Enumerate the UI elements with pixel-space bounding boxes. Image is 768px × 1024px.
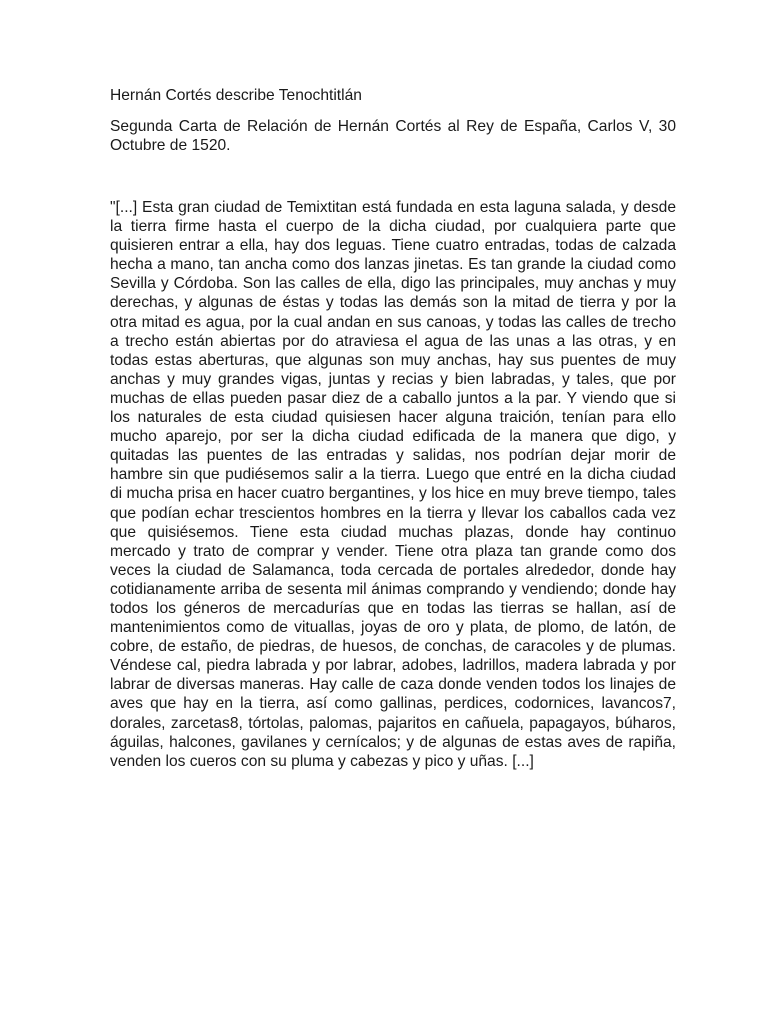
document-subtitle: Segunda Carta de Relación de Hernán Cortés al Rey de España, Carlos V, 30 Octubre de 1520. (110, 118, 676, 155)
document-body-paragraph: "[...] Esta gran ciudad de Temixtitan está fundada en esta laguna salada, y desde la tierra firme hasta el cuerpo de la dicha ciudad, por cualquiera parte que quisieren entrar a ella, hay dos leguas. Tiene cuatro entradas, todas de calzada hecha a mano, tan ancha como dos lanzas jinetas. Es tan grande la ciudad como Sevilla y Córdoba. Son las calles de ella, digo las principales, muy anchas y muy derechas, y algunas de éstas y todas las demás son la mitad de tierra y por la otra mitad es agua, por la cual andan en sus canoas, y todas las calles de trecho a trecho están abiertas por do atraviesa el agua de las unas a las otras, y en todas estas aberturas, que algunas son muy anchas, hay sus puentes de muy anchas y muy grandes vigas, juntas y recias y bien labradas, y tales, que por muchas de ellas pueden pasar diez de a caballo juntos a la par. Y viendo que si los naturales de esta ciudad quisiesen hacer alguna traición, tenían para ello mucho aparejo, por ser la dicha ciudad edificada de la manera que digo, y quitadas las puentes de las entradas y salidas, nos podrían dejar morir de hambre sin que pudiésemos salir a la tierra. Luego que entré en la dicha ciudad di mucha prisa en hacer cuatro bergantines, y los hice en muy breve tiempo, tales que podían echar trescientos hombres en la tierra y llevar los caballos cada vez que quisiésemos. Tiene esta ciudad muchas plazas, donde hay continuo mercado y trato de comprar y vender. Tiene otra plaza tan grande como dos veces la ciudad de Salamanca, toda cercada de portales alrededor, donde hay cotidianamente arriba de sesenta mil ánimas comprando y vendiendo; donde hay todos los géneros de mercadurías que en todas las tierras se hallan, así de mantenimientos como de vituallas, joyas de oro y plata, de plomo, de latón, de cobre, de estaño, de piedras, de huesos, de conchas, de caracoles y de plumas. Véndese cal, piedra labrada y por labrar, adobes, ladrillos, madera labrada y por labrar de diversas maneras. Hay calle de caza donde venden todos los linajes de aves que hay en la tierra, así como gallinas, perdices, codornices, lavancos7, dorales, zarcetas8, tórtolas, palomas, pajaritos en cañuela, papagayos, búharos, águilas, halcones, gavilanes y cernícalos; y de algunas de estas aves de rapiña, venden los cueros con su pluma y cabezas y pico y uñas. [...] (110, 199, 676, 770)
document-title: Hernán Cortés describe Tenochtitlán (110, 87, 362, 104)
